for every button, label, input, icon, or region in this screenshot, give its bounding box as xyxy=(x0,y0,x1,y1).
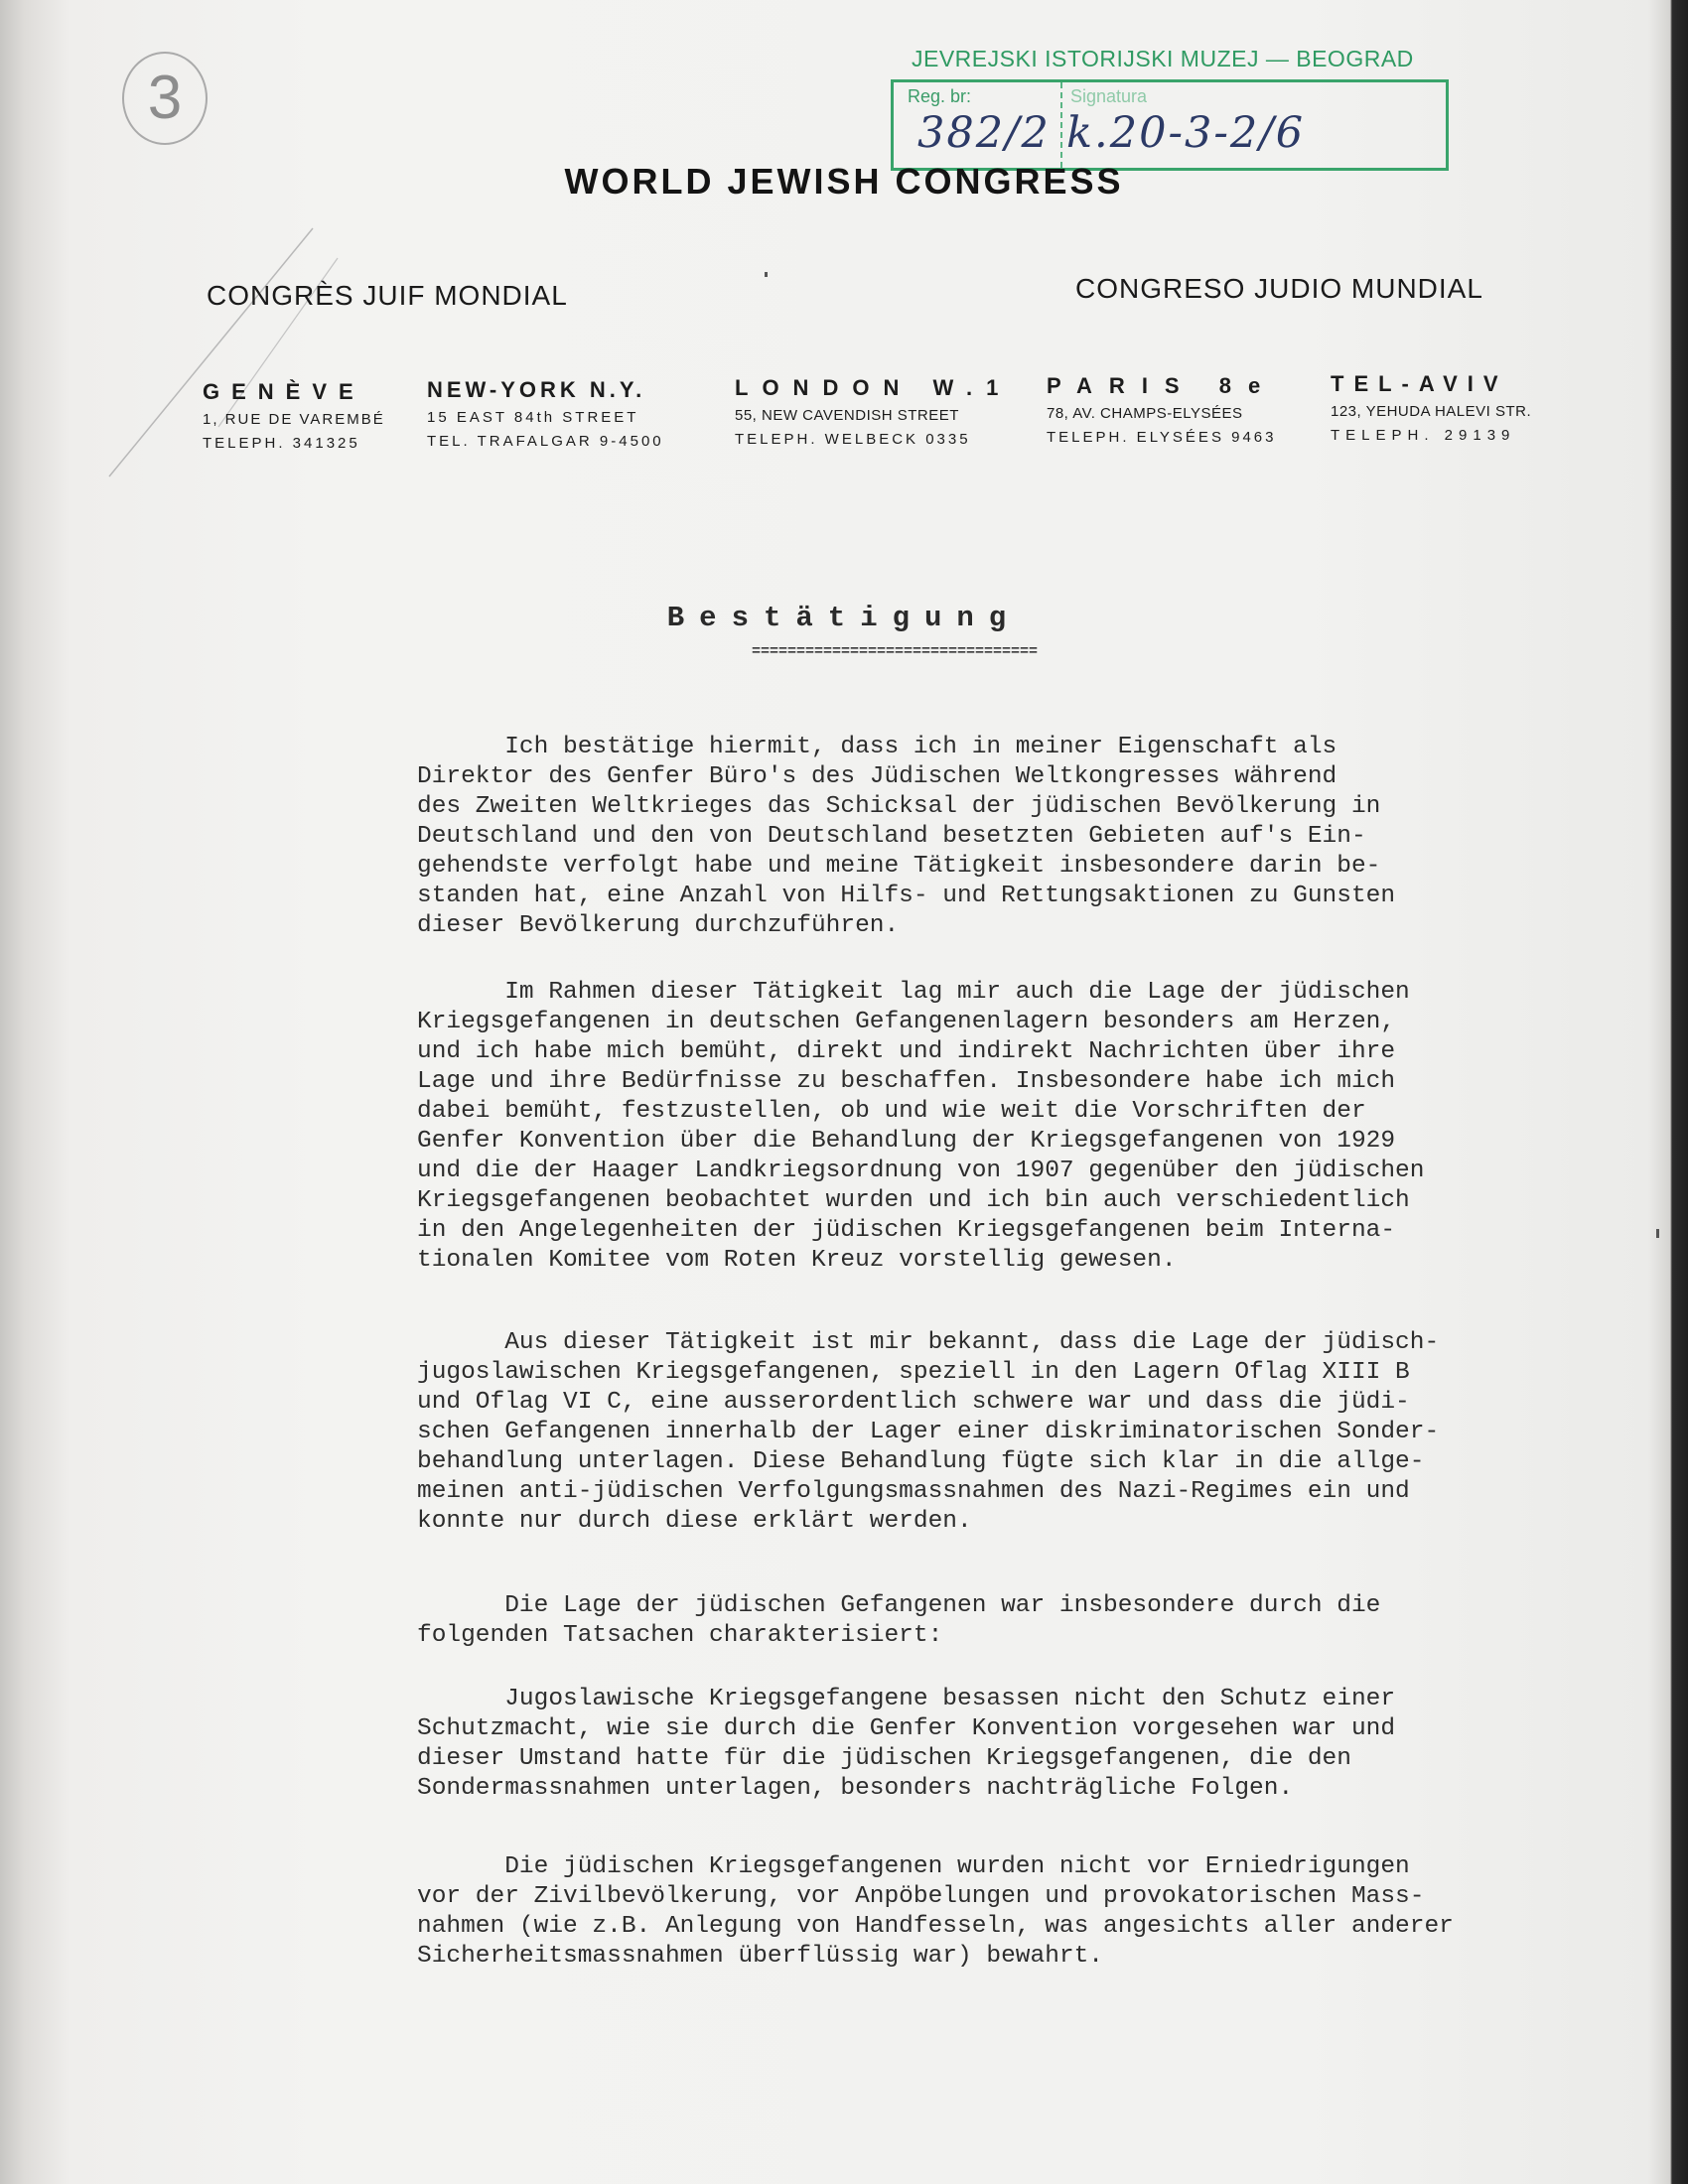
text-line: tionalen Komitee vom Roten Kreuz vorstellig gewesen. xyxy=(417,1247,1177,1274)
text-line: standen hat, eine Anzahl von Hilfs- und Rettungsaktionen zu Gunsten xyxy=(417,883,1396,909)
text-line: konnte nur durch diese erklärt werden. xyxy=(417,1508,972,1535)
office-tel-aviv xyxy=(1331,371,1531,444)
text-line: jugoslawischen Kriegsgefangenen, speziell in den Lagern Oflag XIII B xyxy=(417,1359,1410,1386)
text-line: Schutzmacht, wie sie durch die Genfer Konvention vorgesehen war und xyxy=(417,1715,1396,1742)
office-phone: TELEPH. 29139 xyxy=(1331,427,1516,444)
text-line: dieser Bevölkerung durchzuführen. xyxy=(417,912,900,939)
office-address: 15 EAST 84th STREET xyxy=(427,409,639,426)
stamp-divider xyxy=(1060,82,1062,168)
text-line: gehendste verfolgt habe und meine Tätigkeit insbesondere darin be- xyxy=(417,853,1381,880)
text-line: Aus dieser Tätigkeit ist mir bekannt, dass die Lage der jüdisch- xyxy=(417,1329,1440,1356)
office-city: GENÈVE xyxy=(203,379,365,404)
office-address: 123, YEHUDA HALEVI STR. xyxy=(1331,403,1532,420)
office-phone: TELEPH. ELYSÉES 9463 xyxy=(1047,429,1277,446)
pencil-marks xyxy=(99,199,357,496)
heading-underline: ================================ xyxy=(752,643,1039,660)
paragraph xyxy=(417,733,1569,941)
text-line: folgenden Tatsachen charakterisiert: xyxy=(417,1622,943,1649)
paragraph xyxy=(417,1685,1569,1804)
paragraph xyxy=(417,1591,1569,1651)
office-london xyxy=(735,375,1012,448)
paragraph xyxy=(417,1852,1569,1972)
office-address: 55, NEW CAVENDISH STREET xyxy=(735,407,959,424)
text-line: und ich habe mich bemüht, direkt und indirekt Nachrichten über ihre xyxy=(417,1038,1396,1065)
text-line: nahmen (wie z.B. Anlegung von Handfesseln, was angesichts aller anderer xyxy=(417,1913,1454,1940)
text-line: schen Gefangenen innerhalb der Lager einer diskriminatorischen Sonder- xyxy=(417,1419,1440,1445)
text-line: meinen anti-jüdischen Verfolgungsmassnahmen des Nazi-Regimes ein und xyxy=(417,1478,1410,1505)
text-line: Kriegsgefangenen beobachtet wurden und ich bin auch verschiedentlich xyxy=(417,1187,1410,1214)
text-line: dieser Umstand hatte für die jüdischen Kriegsgefangenen, die den xyxy=(417,1745,1351,1772)
office-city: LONDON W.1 xyxy=(735,375,1013,400)
text-line: Sicherheitsmassnahmen überflüssig war) bewahrt. xyxy=(417,1943,1104,1970)
office-city: NEW-YORK N.Y. xyxy=(427,377,646,402)
text-line: Die jüdischen Kriegsgefangenen wurden nicht vor Erniedrigungen xyxy=(417,1853,1410,1880)
stamp-signatura-value: k.20-3-2/6 xyxy=(1066,108,1306,158)
document-heading: Bestätigung xyxy=(666,602,1022,634)
paragraph xyxy=(417,1328,1569,1537)
letterhead-french-name: CONGRÈS JUIF MONDIAL xyxy=(207,280,568,311)
text-line: Lage und ihre Bedürfnisse zu beschaffen. Insbesondere habe ich mich xyxy=(417,1068,1396,1095)
stamp-signatura-label: Signatura xyxy=(1070,86,1148,106)
office-new-york xyxy=(427,377,664,450)
text-line: und die der Haager Landkriegsordnung von 1907 gegenüber den jüdischen xyxy=(417,1158,1425,1184)
text-line: Deutschland und den von Deutschland besetzten Gebieten auf's Ein- xyxy=(417,823,1366,850)
text-line: behandlung unterlagen. Diese Behandlung fügte sich klar in die allge- xyxy=(417,1448,1425,1475)
text-line: und Oflag VI C, eine ausserordentlich schwere war und dass die jüdi- xyxy=(417,1389,1410,1416)
text-line: Direktor des Genfer Büro's des Jüdischen Weltkongresses während xyxy=(417,763,1337,790)
text-line: Im Rahmen dieser Tätigkeit lag mir auch die Lage der jüdischen xyxy=(417,979,1410,1006)
office-city: TEL-AVIV xyxy=(1331,371,1508,396)
office-phone: TELEPH. WELBECK 0335 xyxy=(735,431,971,448)
text-line: des Zweiten Weltkrieges das Schicksal der jüdischen Bevölkerung in xyxy=(417,793,1381,820)
stamp-reg-number: 382/2 xyxy=(917,108,1051,158)
office-phone: TEL. TRAFALGAR 9-4500 xyxy=(427,433,664,450)
text-line: dabei bemüht, festzustellen, ob und wie weit die Vorschriften der xyxy=(417,1098,1366,1125)
text-line: Die Lage der jüdischen Gefangenen war insbesondere durch die xyxy=(417,1592,1381,1619)
office-city: PARIS 8e xyxy=(1047,373,1278,398)
text-line: Jugoslawische Kriegsgefangene besassen nicht den Schutz einer xyxy=(417,1686,1396,1712)
text-line: Sondermassnahmen unterlagen, besonders nachträgliche Folgen. xyxy=(417,1775,1294,1802)
office-paris xyxy=(1047,373,1277,446)
paragraph xyxy=(417,978,1569,1276)
letterhead-title: WORLD JEWISH CONGRESS xyxy=(564,161,1124,202)
stamp-reg-label: Reg. br: xyxy=(908,86,972,106)
text-line: in den Angelegenheiten der jüdischen Kriegsgefangenen beim Interna- xyxy=(417,1217,1396,1244)
scan-speck xyxy=(765,272,768,277)
office-phone: TELEPH. 341325 xyxy=(203,435,360,452)
text-line: Kriegsgefangenen in deutschen Gefangenenlagern besonders am Herzen, xyxy=(417,1009,1396,1035)
text-line: vor der Zivilbevölkerung, vor Anpöbelungen und provokatorischen Mass- xyxy=(417,1883,1425,1910)
text-line: Genfer Konvention über die Behandlung der Kriegsgefangenen von 1929 xyxy=(417,1128,1396,1155)
museum-stamp xyxy=(891,79,1449,171)
office-address: 78, AV. CHAMPS-ELYSÉES xyxy=(1047,405,1243,422)
museum-stamp-title: JEVREJSKI ISTORIJSKI MUZEJ — BEOGRAD xyxy=(912,46,1414,71)
office-address: 1, RUE DE VAREMBÉ xyxy=(203,411,385,428)
scan-speck xyxy=(1656,1229,1659,1238)
office-geneve xyxy=(203,379,385,452)
folio-number: 3 xyxy=(122,52,208,145)
text-line: Ich bestätige hiermit, dass ich in meiner Eigenschaft als xyxy=(417,734,1337,760)
letterhead-spanish-name: CONGRESO JUDIO MUNDIAL xyxy=(1075,273,1483,304)
